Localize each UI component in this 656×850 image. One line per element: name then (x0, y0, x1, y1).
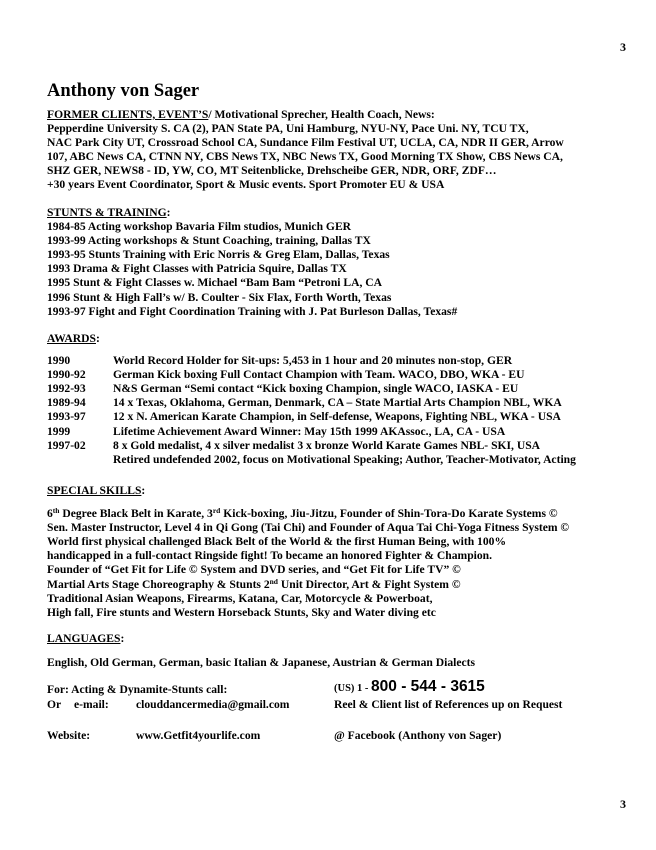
award-continuation: Retired undefended 2002, focus on Motivational Speaking; Author, Teacher-Motivator, Acting (113, 452, 576, 466)
website-link[interactable]: www.Getfit4yourlife.com (136, 729, 261, 742)
skills-text: 6 (47, 507, 53, 521)
skills-line: World first physical challenged Black Belt of the World & the first Human Being, with 100% (47, 535, 507, 549)
skills-text: Unit Director, Art & Fight System © (277, 577, 461, 591)
email-address[interactable]: clouddancermedia@gmail.com (136, 698, 290, 711)
skills-line: handicapped in a full-contact Ringside fight! To became an honored Fighter & Champion. (47, 549, 493, 563)
languages-text: English, Old German, German, basic Italian & Japanese, Austrian & German Dialects (47, 656, 476, 670)
stunts-line: 1996 Stunt & High Fall’s w/ B. Coulter - Six Flax, Forth Worth, Texas (47, 290, 392, 304)
clients-line: Pepperdine University S. CA (2), PAN State PA, Uni Hamburg, NYU-NY, Pace Uni. NY, TCU TX, (47, 122, 529, 136)
award-row (47, 368, 647, 382)
stunts-line: 1993 Drama & Fight Classes with Patricia Squire, Dallas TX (47, 262, 347, 276)
clients-heading-line (47, 108, 647, 122)
clients-line: +30 years Event Coordinator, Sport & Music events. Sport Promoter EU & USA (47, 178, 445, 192)
skills-superscript: th (52, 506, 60, 516)
skills-heading: SPECIAL SKILLS (47, 484, 142, 497)
award-year: 1992-93 (47, 382, 86, 396)
skills-section (47, 484, 647, 620)
skills-heading-line (47, 484, 647, 498)
skills-line: Sen. Master Instructor, Level 4 in Qi Gong (Tai Chi) and Founder of Aqua Tai Chi-Yoga Fitness System © (47, 521, 570, 535)
award-year: 1990 (47, 354, 71, 368)
contact-web-row (47, 729, 647, 745)
stunts-line: 1995 Stunt & Fight Classes w. Michael “Bam Bam “Petroni LA, CA (47, 276, 383, 290)
stunts-heading: STUNTS & TRAINING (47, 206, 167, 219)
or-label: Or (47, 698, 62, 711)
skills-superscript: rd (212, 506, 221, 516)
skills-text: Kick-boxing, Jiu-Jitzu, Founder of Shin-Tora-Do Karate Systems © (220, 507, 558, 521)
clients-section (47, 108, 647, 193)
award-year: 1989-94 (47, 396, 86, 410)
skills-text: Degree Black Belt in Karate, 3 (59, 507, 213, 521)
skills-text: Martial Arts Stage Choreography & Stunts 2 (47, 577, 270, 591)
skills-heading-colon: : (141, 484, 146, 497)
languages-heading-colon: : (120, 632, 125, 645)
facebook-link[interactable]: @ Facebook (Anthony von Sager) (334, 729, 502, 742)
stunts-heading-line (47, 206, 647, 220)
phone-group (334, 680, 485, 696)
awards-section (47, 332, 647, 467)
skills-line: Founder of “Get Fit for Life © System and DVD series, and “Get Fit for Life TV” © (47, 563, 461, 577)
award-text: World Record Holder for Sit-ups: 5,453 in 1 hour and 20 minutes non-stop, GER (113, 354, 513, 368)
award-text: 14 x Texas, Oklahoma, German, Denmark, CA – State Martial Arts Champion NBL, WKA (113, 396, 562, 410)
reel-note: Reel & Client list of References up on Request (334, 698, 563, 711)
languages-heading: LANGUAGES (47, 632, 121, 645)
call-label: For: Acting & Dynamite-Stunts call: (47, 683, 228, 696)
award-text: Lifetime Achievement Award Winner: May 15th 1999 AKAssoc., LA, CA - USA (113, 424, 506, 438)
clients-line: SHZ GER, NEWS8 - ID, YW, CO, MT Seitenblicke, Drehscheibe GER, NDR, ORF, ZDF… (47, 164, 497, 178)
page-number-top: 3 (620, 40, 626, 54)
award-year: 1990-92 (47, 368, 86, 382)
stunts-heading-colon: : (166, 206, 171, 219)
award-row (47, 396, 647, 410)
awards-heading-line (47, 332, 647, 346)
clients-line: NAC Park City UT, Crossroad School CA, Sundance Film Festival UT, UCLA, CA, NDR II GER, Arrow (47, 136, 564, 150)
languages-heading-line (47, 632, 647, 646)
skills-line (47, 507, 647, 521)
skills-line (47, 578, 647, 592)
skills-line: High fall, Fire stunts and Western Horseback Stunts, Sky and Water diving etc (47, 605, 436, 619)
award-row (47, 439, 647, 453)
award-row (47, 382, 647, 396)
clients-heading-suffix: / Motivational Sprecher, Health Coach, News: (208, 108, 435, 121)
award-year: 1993-97 (47, 410, 86, 424)
award-row (47, 425, 647, 439)
award-year: 1999 (47, 424, 71, 438)
stunts-line: 1993-95 Stunts Training with Eric Norris & Greg Elam, Dallas, Texas (47, 248, 390, 262)
email-label: e-mail: (74, 698, 109, 711)
awards-heading-colon: : (95, 332, 100, 345)
award-text: N&S German “Semi contact “Kick boxing Champion, single WACO, IASKA - EU (113, 382, 519, 396)
clients-heading: FORMER CLIENTS, EVENT’S (47, 108, 209, 121)
stunts-line: 1993-97 Fight and Fight Coordination Training with J. Pat Burleson Dallas, Texas# (47, 304, 458, 318)
awards-heading: AWARDS (47, 332, 96, 345)
award-text: 8 x Gold medalist, 4 x silver medalist 3 x bronze World Karate Games NBL- SKI, USA (113, 438, 541, 452)
skills-superscript: nd (269, 576, 278, 586)
stunts-line: 1993-99 Acting workshops & Stunt Coaching, training, Dallas TX (47, 234, 371, 248)
country-code: (US) 1 - (334, 683, 372, 694)
phone-number: 800 - 544 - 3615 (371, 678, 485, 695)
website-label: Website: (47, 729, 91, 742)
award-row (47, 410, 647, 424)
skills-line: Traditional Asian Weapons, Firearms, Katana, Car, Motorcycle & Powerboat, (47, 591, 433, 605)
clients-line: 107, ABC News CA, CTNN NY, CBS News TX, NBC News TX, Good Morning TX Show, CBS News CA, (47, 150, 563, 164)
contact-email-row (47, 698, 647, 714)
award-year: 1997-02 (47, 438, 86, 452)
name-heading: Anthony von Sager (47, 81, 200, 101)
page-number-bottom: 3 (620, 797, 626, 811)
languages-section (47, 632, 647, 670)
stunts-section (47, 206, 647, 319)
award-text: German Kick boxing Full Contact Champion with Team. WACO, DBO, WKA - EU (113, 368, 525, 382)
stunts-line: 1984-85 Acting workshop Bavaria Film studios, Munich GER (47, 220, 352, 234)
award-continuation-row (47, 453, 647, 467)
contact-call-row (47, 680, 647, 700)
award-row (47, 354, 647, 368)
award-text: 12 x N. American Karate Champion, in Self-defense, Weapons, Fighting NBL, WKA - USA (113, 410, 561, 424)
